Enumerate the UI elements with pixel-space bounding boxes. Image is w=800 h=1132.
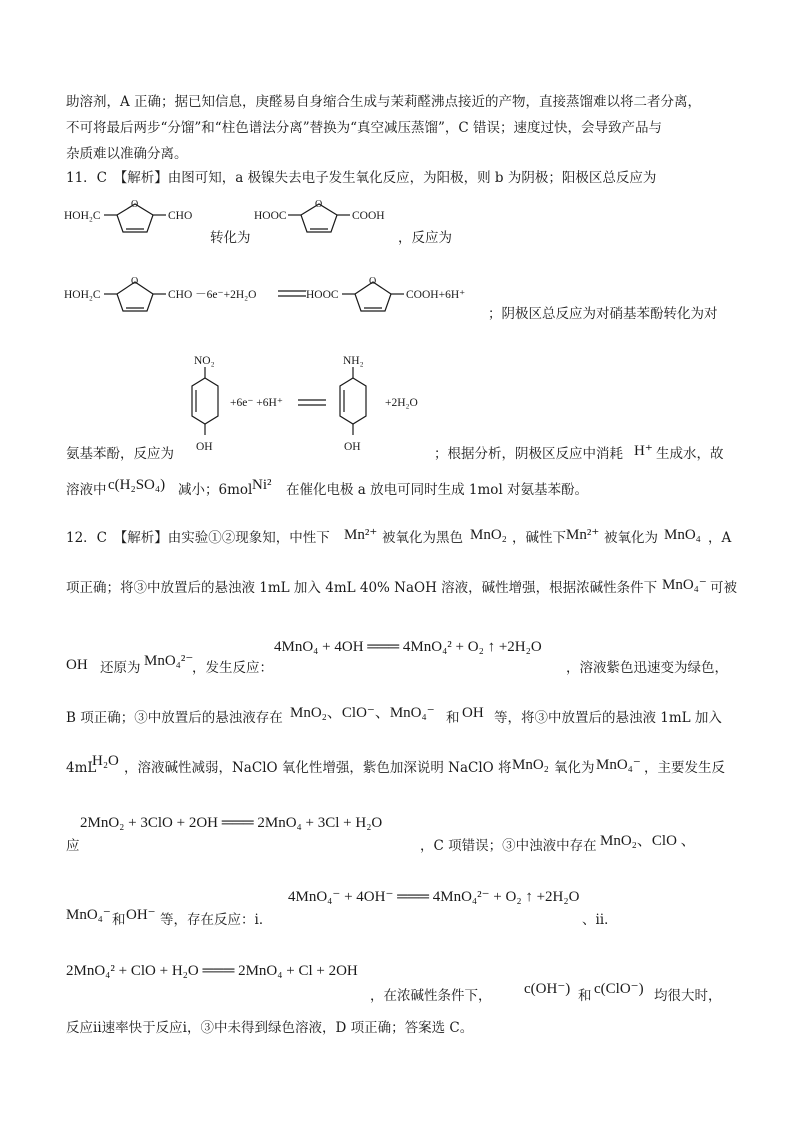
water-formula: H₂O — [92, 753, 119, 769]
svg-text:O: O — [131, 276, 139, 287]
mno4-minus-2: MnO₄⁻ — [596, 757, 641, 773]
hmf-structure — [62, 198, 212, 240]
hmf-left-group: HOH₂C — [64, 210, 101, 222]
analysis-text: ；根据分析，阴极区反应中消耗 — [434, 446, 623, 462]
equation-c: 2MnO₂ + 3ClO + 2OH ═══ 2MnO₄ + 3Cl + H₂O — [80, 815, 383, 831]
q12-line4c: 和 — [446, 710, 460, 726]
q12-heading: 12．C 【解析】由实验①②现象知，中性下 — [66, 530, 330, 546]
ying-label: 应 — [66, 838, 80, 854]
p1-line3: 杂质难以准确分离。 — [66, 146, 188, 162]
eq1-reactants: CHO －6e⁻+2H₂O — [168, 289, 257, 301]
q12-line6b: ，C 项错误；③中浊液中存在 — [420, 838, 597, 854]
species-list: MnO₂、ClO⁻、MnO₄⁻ — [290, 705, 435, 721]
q12-text4: ，A — [708, 530, 732, 546]
q12-line8a: ，在浓碱性条件下， — [370, 988, 492, 1004]
q12-line2: 项正确；将③中放置后的悬浊液 1mL 加入 4mL 40% NaOH 溶液，碱性增强，根据浓碱性条件下 — [66, 580, 658, 596]
hmf-right-group: CHO — [168, 210, 193, 222]
q12-line5b: ，溶液碱性减弱，NaClO 氧化性增强，紫色加深说明 NaClO 将 — [124, 760, 512, 776]
mno42-formula: MnO₄²⁻ — [144, 653, 194, 669]
mn2-ion-2: Mn²⁺ — [566, 527, 600, 543]
q11-heading: 11．C 【解析】由图可知，a 极镍失去电子发生氧化反应，为阳极，则 b 为阴极；阳极区总反应为 — [66, 170, 657, 186]
fdca-structure — [252, 198, 412, 240]
q12-line8b: 和 — [578, 988, 592, 1004]
aminophenol-text: 氨基苯酚，反应为 — [66, 446, 174, 462]
q12-line8c: 均很大时， — [654, 988, 722, 1004]
q11-tail: 在催化电极 a 放电可同时生成 1mol 对氨基苯酚。 — [286, 482, 589, 498]
q12-line4a: B 项正确；③中放置后的悬浊液存在 — [66, 710, 283, 726]
p1-line2: 不可将最后两步“分馏”和“柱色谱法分离”替换为“真空减压蒸馏”，C 错误；速度过快，会导致产品与 — [66, 120, 663, 136]
eq1-hmf-group: HOH₂C — [64, 289, 101, 301]
q12-text2: ，碱性下 — [512, 530, 566, 546]
fdca-right-group: COOH — [352, 210, 385, 222]
h-plus: H⁺ — [634, 443, 653, 459]
amino-group: NH₂ — [343, 355, 364, 367]
hydroxyl-group-2: OH — [344, 441, 361, 453]
fdca-left-group: HOOC — [254, 210, 287, 222]
q12-text7: ，发生反应： — [192, 660, 273, 676]
nitro-group: NO₂ — [194, 355, 215, 367]
conversion-label: 转化为 — [210, 230, 251, 246]
species-list-2: MnO₂、ClO 、 — [600, 833, 696, 849]
q12-text1: 被氧化为黑色 — [382, 530, 463, 546]
mno4-formula: MnO₄ — [664, 527, 701, 543]
q12-text6: 还原为 — [100, 660, 141, 676]
mn2-ion: Mn²⁺ — [344, 527, 378, 543]
mno2-formula: MnO₂ — [470, 527, 507, 543]
svg-text:O: O — [131, 199, 139, 210]
equation-a: 4MnO₄ + 4OH ═══ 4MnO₄² + O₂ ↑ +2H₂O — [274, 639, 542, 655]
svg-text:O: O — [315, 199, 323, 210]
hydroxyl-group-1: OH — [196, 441, 213, 453]
p1-line1: 助溶剂，A 正确；据已知信息，庚醛易自身缩合生成与茉莉醛沸点接近的产物，直接蒸馏难以将二者分离， — [66, 94, 702, 110]
solution-text: 溶液中 — [66, 482, 107, 498]
decrease-text: 减小；6mol — [178, 482, 253, 498]
reaction-intro: ，反应为 — [398, 230, 452, 246]
q12-text3: 被氧化为 — [604, 530, 658, 546]
water-product: +2H₂O — [385, 397, 418, 409]
q12-line7b: 和 — [112, 912, 126, 928]
nickel-ion: Ni² — [252, 477, 272, 493]
q12-line4e: 等，将③中放置后的悬浊液 1mL 加入 — [494, 710, 722, 726]
q12-line5d: 氧化为 — [554, 760, 595, 776]
oh-label: OH — [66, 657, 88, 673]
electrons-protons: +6e⁻ +6H⁺ — [230, 397, 283, 409]
equation-ii: 2MnO₄² + ClO + H₂O ═══ 2MnO₄ + Cl + 2OH — [66, 963, 358, 979]
mno4-minus-3: MnO₄⁻ — [66, 907, 111, 923]
c-h2so4: c(H₂SO₄) — [108, 477, 166, 493]
c-clo: c(ClO⁻) — [594, 981, 644, 997]
anode-equation — [62, 272, 502, 318]
eq1-fdca-group: HOOC — [306, 289, 339, 301]
svg-text:O: O — [369, 276, 377, 287]
cathode-text: ；阴极区总反应为对硝基苯酚转化为对 — [488, 306, 718, 322]
equation-i: 4MnO₄⁻ + 4OH⁻ ═══ 4MnO₄²⁻ + O₂ ↑ +2H₂O — [288, 889, 580, 905]
q12-text5: 可被 — [710, 580, 737, 596]
mno4-minus: MnO₄⁻ — [662, 577, 707, 593]
c-oh: c(OH⁻) — [524, 981, 571, 997]
oh-minus: OH⁻ — [126, 907, 156, 923]
mno2-formula-2: MnO₂ — [512, 757, 549, 773]
q12-line7e: 、ⅱ． — [582, 912, 618, 928]
q12-line7d: 等，存在反应：ⅰ． — [160, 912, 273, 928]
q12-text8: ，溶液紫色迅速变为绿色， — [566, 660, 728, 676]
q12-line5a: 4mL — [66, 760, 97, 776]
gen-water-text: 生成水，故 — [656, 446, 724, 462]
oh-label-2: OH — [462, 705, 484, 721]
cathode-equation — [180, 350, 450, 462]
eq1-products: COOH+6H⁺ — [406, 289, 466, 301]
q12-conclusion: 反应ⅱ速率快于反应ⅰ，③中未得到绿色溶液，D 项正确；答案选 C。 — [66, 1020, 474, 1036]
q12-line5f: ，主要发生反 — [644, 760, 725, 776]
